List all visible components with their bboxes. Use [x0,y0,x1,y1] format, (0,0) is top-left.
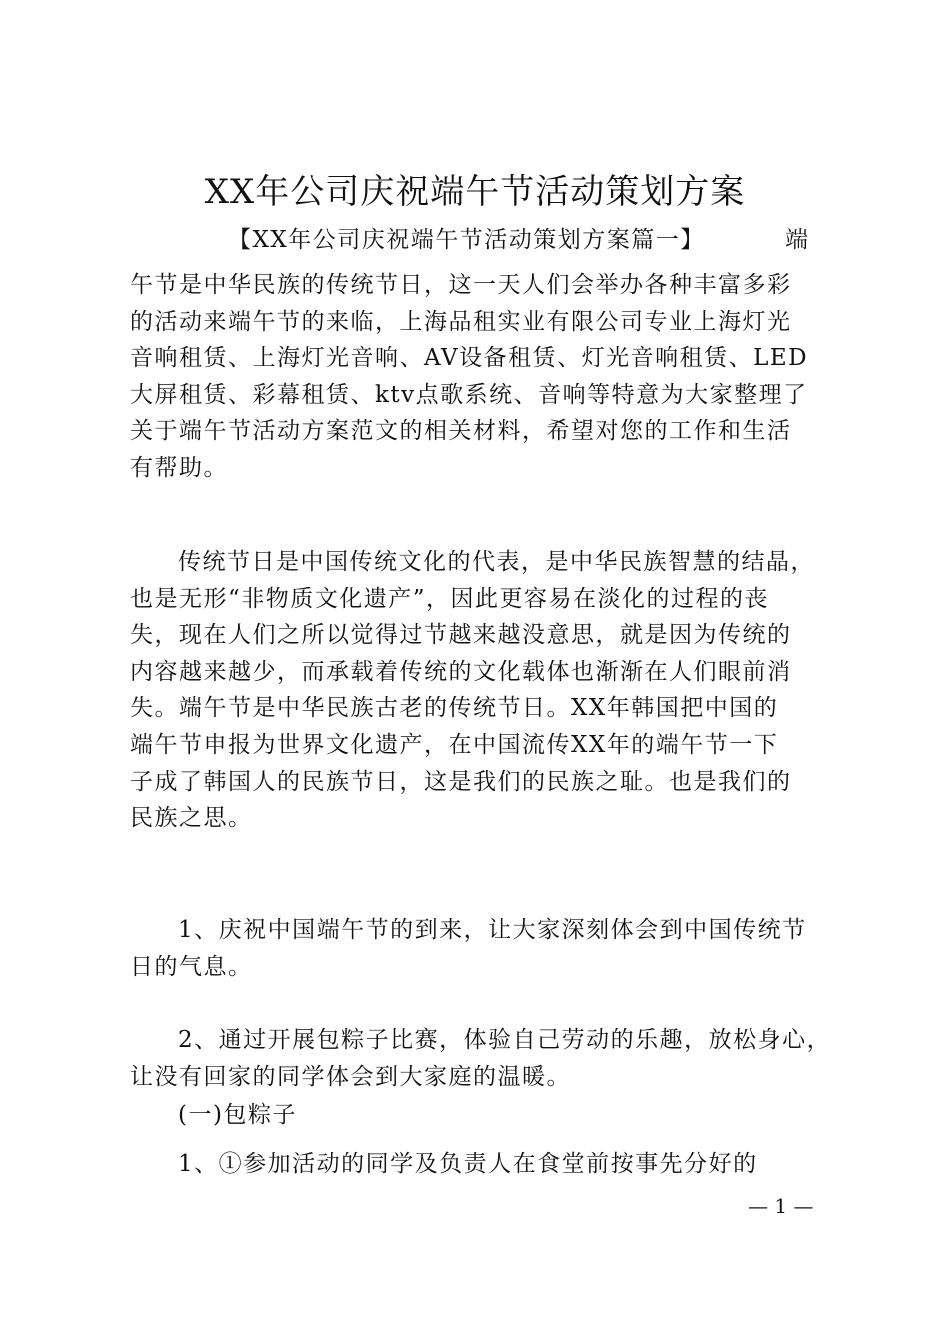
paragraph-line: 也是无形“非物质文化遗产”，因此更容易在淡化的过程的丧 [130,585,770,612]
paragraph-line: 大屏租赁、彩幕租赁、ktv点歌系统、音响等特意为大家整理了 [130,381,808,408]
paragraph-goal-1 [130,912,830,985]
paragraph-line: 日的气息。 [130,953,253,980]
paragraph-line: 音响租赁、上海灯光音响、AV设备租赁、灯光音响租赁、LED [130,345,809,372]
paragraph-line: 的活动来端午节的来临，上海品租实业有限公司专业上海灯光 [130,308,792,335]
paragraph-step-1 [130,1146,830,1183]
paragraph-line: (一)包粽子 [178,1102,297,1128]
subtitle-tail-text: 端 [785,227,808,253]
paragraph-goal-2 [130,1022,830,1095]
paragraph-intro [130,267,830,487]
paragraph-line: 让没有回家的同学体会到大家庭的温暖。 [130,1063,571,1090]
paragraph-line: 传统节日是中国传统文化的代表，是中华民族智慧的结晶， [178,549,815,575]
paragraph-line: 有帮助。 [130,454,228,481]
paragraph-line: 午节是中华民族的传统节日，这一天人们会举办各种丰富多彩 [130,272,792,298]
paragraph-line: 1、①参加活动的同学及负责人在食堂前按事先分好的 [178,1151,758,1177]
paragraph-line: 关于端午节活动方案范文的相关材料，希望对您的工作和生活 [130,418,792,445]
paragraph-line: 内容越来越少，而承载着传统的文化载体也渐渐在人们眼前消 [130,658,792,685]
page-number: — 1 — [748,1194,814,1218]
paragraph-line: 失。端午节是中华民族古老的传统节日。XX年韩国把中国的 [130,695,779,722]
document-subtitle: 【XX年公司庆祝端午节活动策划方案篇一】 [228,227,705,253]
section-heading [130,1097,830,1134]
paragraph-line: 2、通过开展包粽子比赛，体验自己劳动的乐趣，放松身心， [178,1027,832,1053]
paragraph-line: 失，现在人们之所以觉得过节越来越没意思，就是因为传统的 [130,622,792,649]
document-title: XX年公司庆祝端午节活动策划方案 [204,172,746,212]
paragraph-line: 1、庆祝中国端午节的到来，让大家深刻体会到中国传统节 [178,917,807,943]
paragraph-background [130,544,830,837]
paragraph-line: 民族之思。 [130,805,253,832]
paragraph-line: 端午节申报为世界文化遗产，在中国流传XX年的端午节一下 [130,731,779,758]
paragraph-line: 子成了韩国人的民族节日，这是我们的民族之耻。也是我们的 [130,768,792,795]
